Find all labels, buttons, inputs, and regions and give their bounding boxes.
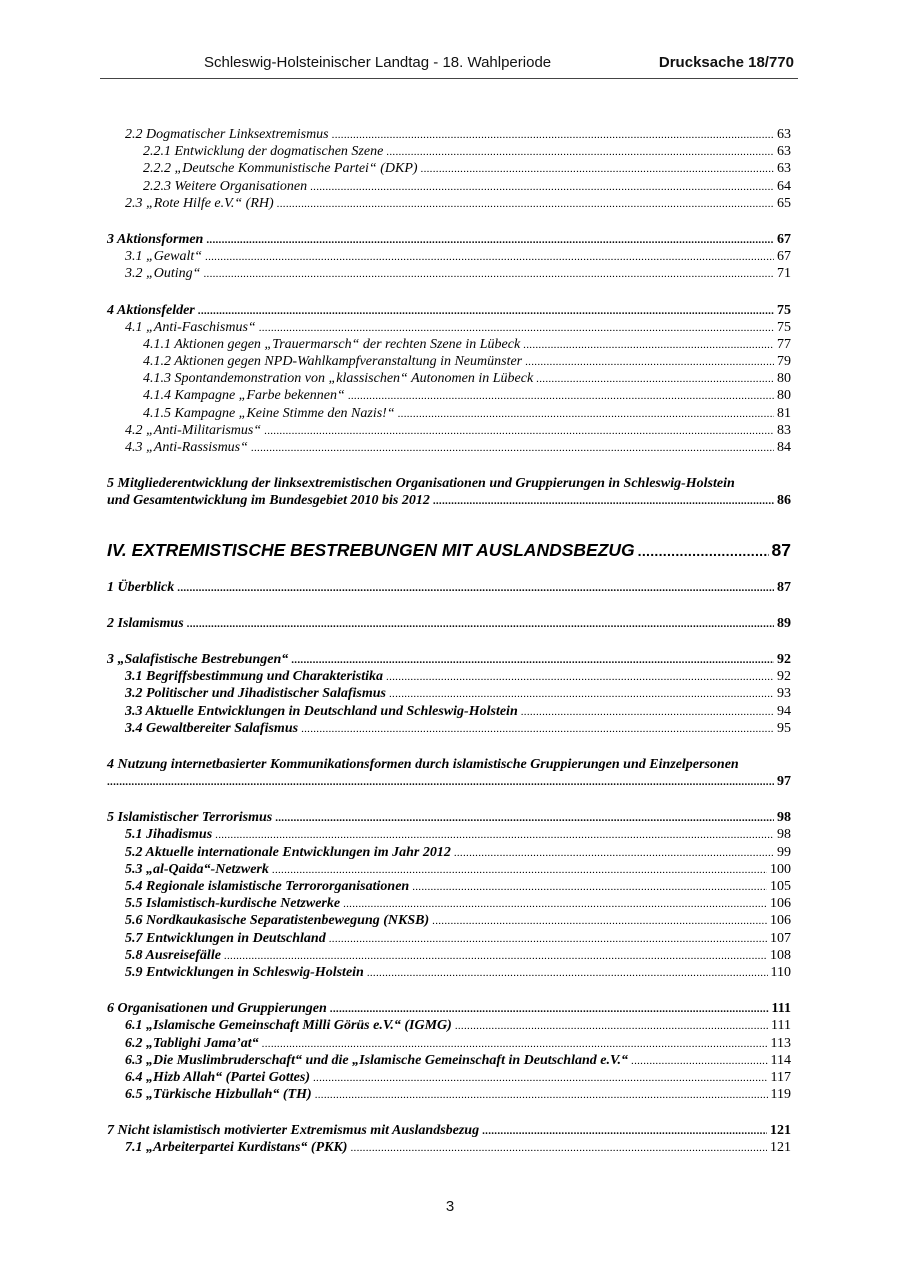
toc-entry-page: 119 bbox=[770, 1087, 791, 1103]
toc-entry[interactable] bbox=[107, 178, 791, 195]
leader-dots bbox=[259, 320, 774, 337]
page-number: 3 bbox=[445, 1198, 455, 1215]
toc-entry-title: 2.2.1 Entwicklung der dogmatischen Szene bbox=[143, 144, 384, 160]
toc-entry-page: 100 bbox=[770, 861, 791, 877]
toc-entry[interactable] bbox=[107, 126, 791, 143]
toc-entry-title: 5 Islamistischer Terrorismus bbox=[107, 810, 273, 826]
toc-entry[interactable] bbox=[107, 703, 791, 720]
toc-section[interactable] bbox=[107, 492, 791, 509]
toc-entry-page: 86 bbox=[777, 493, 791, 509]
leader-dots bbox=[523, 337, 774, 354]
toc-section[interactable] bbox=[107, 1122, 791, 1139]
toc-entry-title: 3 Aktionsformen bbox=[107, 231, 204, 247]
leader-dots bbox=[315, 1087, 768, 1104]
toc-entry-title: 3.1 Begriffsbestimmung und Charakteristika bbox=[125, 669, 384, 685]
toc-entry-title: 2.3 „Rote Hilfe e.V.“ (RH) bbox=[125, 195, 274, 211]
toc-entry-title: 5.6 Nordkaukasische Separatistenbewegung (NKSB) bbox=[125, 913, 430, 929]
toc-entry[interactable] bbox=[107, 720, 791, 737]
toc-entry-page: 93 bbox=[777, 686, 791, 702]
toc-entry-title: 6.5 „Türkische Hizbullah“ (TH) bbox=[125, 1087, 312, 1103]
leader-dots bbox=[275, 810, 774, 827]
toc-entry-page: 106 bbox=[770, 896, 791, 912]
toc-entry-page: 95 bbox=[777, 720, 791, 736]
toc-entry-page: 114 bbox=[770, 1052, 791, 1068]
toc-entry-title: 4.1.1 Aktionen gegen „Trauermarsch“ der rechten Szene in Lübeck bbox=[143, 336, 521, 352]
leader-dots bbox=[251, 440, 774, 457]
toc-entry[interactable] bbox=[107, 1086, 791, 1103]
toc-entry[interactable] bbox=[107, 947, 791, 964]
toc-entry-page: 63 bbox=[777, 127, 791, 142]
toc-entry-title: 6.3 „Die Muslimbruderschaft“ und die „Islamische Gemeinschaft in Deutschland e.V.“ bbox=[125, 1052, 629, 1068]
toc-entry-page: 87 bbox=[777, 579, 791, 595]
toc-entry[interactable] bbox=[107, 422, 791, 439]
toc-entry-title: 6.1 „Islamische Gemeinschaft Milli Görüs e.V.“ (IGMG) bbox=[125, 1018, 452, 1034]
toc-entry-title: 5.5 Islamistisch-kurdische Netzwerke bbox=[125, 896, 341, 912]
toc-entry-page: 83 bbox=[777, 422, 791, 438]
toc-entry-title: 5.9 Entwicklungen in Schleswig-Holstein bbox=[125, 964, 364, 980]
toc-entry-title: 6 Organisationen und Gruppierungen bbox=[107, 1001, 327, 1017]
leader-dots bbox=[291, 652, 774, 669]
toc-entry-page: 121 bbox=[770, 1140, 791, 1156]
leader-dots bbox=[367, 965, 768, 982]
leader-dots bbox=[107, 774, 774, 791]
toc-entry-title: 4.1.5 Kampagne „Keine Stimme den Nazis!“ bbox=[143, 405, 395, 421]
toc-section[interactable] bbox=[107, 773, 791, 790]
leader-dots bbox=[398, 406, 774, 423]
toc-entry-title: 5.3 „al-Qaida“-Netzwerk bbox=[125, 861, 269, 877]
toc-entry[interactable] bbox=[107, 265, 791, 282]
toc-entry-page: 98 bbox=[777, 810, 791, 826]
toc-entry-page: 98 bbox=[777, 827, 791, 843]
toc-entry-title: 3.2 „Outing“ bbox=[125, 266, 201, 282]
toc-entry[interactable] bbox=[107, 405, 791, 422]
leader-dots bbox=[272, 862, 767, 879]
toc-entry-page: 108 bbox=[770, 947, 791, 963]
leader-dots bbox=[525, 354, 774, 371]
toc-entry[interactable] bbox=[107, 1035, 791, 1052]
toc-entry[interactable] bbox=[107, 248, 791, 265]
leader-dots bbox=[177, 580, 774, 597]
toc-entry-page: 105 bbox=[770, 879, 791, 894]
toc-entry-title: 3.4 Gewaltbereiter Salafismus bbox=[125, 720, 299, 736]
toc-chapter-title: IV. EXTREMISTISCHE BESTREBUNGEN MIT AUSLANDSBEZUG bbox=[107, 539, 635, 560]
toc-chapter-page: 87 bbox=[771, 539, 791, 560]
toc-entry-page: 111 bbox=[771, 1018, 791, 1034]
toc-entry[interactable] bbox=[107, 861, 791, 878]
toc-section-line[interactable]: 4 Nutzung internetbasierter Kommunikationsformen durch islamistische Gruppierungen und Einzelpersonen bbox=[107, 756, 739, 772]
toc-section[interactable] bbox=[107, 651, 791, 668]
leader-dots bbox=[536, 371, 774, 388]
toc-entry[interactable] bbox=[107, 370, 791, 387]
toc-entry-page: 84 bbox=[777, 440, 791, 455]
toc-entry-title: 3 „Salafistische Bestrebungen“ bbox=[107, 651, 289, 667]
leader-dots bbox=[412, 879, 767, 896]
leader-dots bbox=[313, 1070, 768, 1087]
toc-entry[interactable] bbox=[107, 1069, 791, 1086]
toc-chapter[interactable] bbox=[107, 535, 791, 565]
leader-dots bbox=[332, 127, 774, 144]
toc-section-line[interactable]: 5 Mitgliederentwicklung der linksextremistischen Organisationen und Gruppierungen in Schleswig-Holstein bbox=[107, 476, 735, 492]
toc-entry-title: 4.1 „Anti-Faschismus“ bbox=[125, 319, 256, 335]
leader-dots bbox=[386, 669, 774, 686]
toc-entry-title: 6.4 „Hizb Allah“ (Partei Gottes) bbox=[125, 1069, 310, 1085]
toc-entry[interactable] bbox=[107, 844, 791, 861]
toc-entry-page: 63 bbox=[777, 144, 791, 160]
toc-entry-title: 7.1 „Arbeiterpartei Kurdistans“ (PKK) bbox=[125, 1140, 348, 1156]
toc-entry[interactable] bbox=[107, 195, 791, 212]
toc-entry[interactable] bbox=[107, 160, 791, 177]
toc-entry-title: 5.8 Ausreisefälle bbox=[125, 947, 221, 963]
leader-dots bbox=[386, 144, 774, 161]
toc-entry-page: 111 bbox=[771, 1001, 791, 1017]
leader-dots bbox=[433, 493, 774, 510]
toc-entry[interactable] bbox=[107, 439, 791, 456]
leader-dots bbox=[205, 249, 774, 266]
toc-entry-title: 3.3 Aktuelle Entwicklungen in Deutschland und Schleswig-Holstein bbox=[125, 703, 518, 719]
toc-entry-page: 107 bbox=[770, 930, 791, 946]
toc-entry-page: 81 bbox=[777, 405, 791, 421]
toc-entry-title: 4.1.2 Aktionen gegen NPD-Wahlkampfveranstaltung in Neumünster bbox=[143, 354, 523, 370]
toc-entry-page: 106 bbox=[770, 913, 791, 929]
toc-entry-page: 92 bbox=[777, 651, 791, 667]
toc-entry[interactable] bbox=[107, 1017, 791, 1034]
leader-dots bbox=[206, 232, 774, 249]
toc-entry-page: 92 bbox=[777, 669, 791, 685]
leader-dots bbox=[389, 686, 774, 703]
leader-dots bbox=[262, 1036, 768, 1053]
toc-entry[interactable] bbox=[107, 336, 791, 353]
toc-entry[interactable] bbox=[107, 387, 791, 404]
toc-section[interactable] bbox=[107, 615, 791, 632]
document-number: Drucksache 18/770 bbox=[658, 54, 794, 71]
toc-entry[interactable] bbox=[107, 1052, 791, 1069]
leader-dots bbox=[432, 913, 767, 930]
toc-entry-title: 4.3 „Anti-Rassismus“ bbox=[125, 440, 248, 455]
toc-entry[interactable] bbox=[107, 353, 791, 370]
leader-dots bbox=[482, 1123, 767, 1140]
toc-entry[interactable] bbox=[107, 878, 791, 895]
toc-entry-page: 67 bbox=[777, 231, 791, 247]
leader-dots bbox=[187, 616, 774, 633]
leader-dots bbox=[631, 1053, 768, 1070]
toc-entry[interactable] bbox=[107, 143, 791, 160]
toc-entry-title: 5.7 Entwicklungen in Deutschland bbox=[125, 930, 326, 946]
leader-dots bbox=[421, 161, 774, 178]
page-header bbox=[100, 50, 798, 79]
toc-entry-page: 121 bbox=[770, 1123, 791, 1139]
toc-entry-title: 5.4 Regionale islamistische Terrororganisationen bbox=[125, 879, 410, 894]
toc-entry-page: 64 bbox=[777, 178, 791, 194]
toc-entry-title: 6.2 „Tablighi Jama’at“ bbox=[125, 1035, 259, 1051]
leader-dots bbox=[521, 704, 774, 721]
toc-section[interactable] bbox=[107, 231, 791, 248]
toc-entry[interactable] bbox=[107, 826, 791, 843]
toc-entry-page: 63 bbox=[777, 161, 791, 177]
toc-entry-title: 2.2 Dogmatischer Linksextremismus bbox=[125, 127, 329, 142]
toc-entry-page: 71 bbox=[777, 266, 791, 282]
toc-entry-page: 75 bbox=[777, 319, 791, 335]
toc-entry-title: 4.1.3 Spontandemonstration von „klassischen“ Autonomen in Lübeck bbox=[143, 371, 534, 387]
toc-entry-title: 5.2 Aktuelle internationale Entwicklungen im Jahr 2012 bbox=[125, 844, 451, 860]
toc-entry-page: 110 bbox=[770, 964, 791, 980]
toc-section[interactable] bbox=[107, 809, 791, 826]
leader-dots bbox=[203, 266, 774, 283]
toc-entry-title: 2.2.3 Weitere Organisationen bbox=[143, 178, 308, 194]
leader-dots bbox=[454, 845, 774, 862]
toc-entry-title: 1 Überblick bbox=[107, 579, 175, 595]
toc-section[interactable] bbox=[107, 1000, 791, 1017]
toc-entry-title: 4.2 „Anti-Militarismus“ bbox=[125, 422, 262, 438]
toc-section[interactable] bbox=[107, 579, 791, 596]
toc-section[interactable] bbox=[107, 302, 791, 319]
toc-entry[interactable] bbox=[107, 685, 791, 702]
toc-entry-page: 99 bbox=[777, 844, 791, 860]
leader-dots bbox=[215, 827, 774, 844]
toc-entry-title: und Gesamtentwicklung im Bundesgebiet 2010 bis 2012 bbox=[107, 493, 430, 509]
toc-entry-page: 67 bbox=[777, 249, 791, 265]
leader-dots bbox=[264, 423, 774, 440]
leader-dots bbox=[301, 721, 774, 738]
leader-dots bbox=[638, 536, 769, 566]
toc-entry-title: 7 Nicht islamistisch motivierter Extremismus mit Auslandsbezug bbox=[107, 1123, 480, 1139]
toc-entry-page: 89 bbox=[777, 615, 791, 631]
toc-entry[interactable] bbox=[107, 1139, 791, 1156]
toc-entry-page: 97 bbox=[777, 774, 791, 790]
toc-entry-page: 75 bbox=[777, 302, 791, 318]
toc-entry-title: 4 Aktionsfelder bbox=[107, 302, 195, 318]
toc-entry[interactable] bbox=[107, 964, 791, 981]
toc-entry-page: 80 bbox=[777, 388, 791, 404]
leader-dots bbox=[343, 896, 767, 913]
leader-dots bbox=[330, 1001, 769, 1018]
leader-dots bbox=[455, 1018, 768, 1035]
toc-entry-title: 2 Islamismus bbox=[107, 615, 184, 631]
toc-entry-page: 113 bbox=[770, 1035, 791, 1051]
header-title: Schleswig-Holsteinischer Landtag - 18. Wahlperiode bbox=[204, 54, 552, 71]
toc-entry-title: 3.1 „Gewalt“ bbox=[125, 249, 203, 265]
toc-entry[interactable] bbox=[107, 895, 791, 912]
leader-dots bbox=[224, 948, 767, 965]
toc-entry-title: 5.1 Jihadismus bbox=[125, 827, 213, 843]
leader-dots bbox=[348, 388, 774, 405]
toc-entry-page: 65 bbox=[777, 195, 791, 211]
toc-entry-page: 79 bbox=[777, 354, 791, 370]
toc-entry-title: 2.2.2 „Deutsche Kommunistische Partei“ (DKP) bbox=[143, 161, 418, 177]
leader-dots bbox=[350, 1140, 767, 1157]
leader-dots bbox=[310, 179, 774, 196]
toc-entry[interactable] bbox=[107, 319, 791, 336]
leader-dots bbox=[329, 931, 767, 948]
table-of-contents bbox=[107, 126, 791, 1157]
toc-entry-page: 80 bbox=[777, 371, 791, 387]
toc-entry[interactable] bbox=[107, 668, 791, 685]
toc-entry[interactable] bbox=[107, 930, 791, 947]
toc-entry-page: 94 bbox=[777, 703, 791, 719]
toc-entry-page: 117 bbox=[770, 1069, 791, 1085]
toc-entry[interactable] bbox=[107, 912, 791, 929]
leader-dots bbox=[277, 196, 774, 213]
toc-entry-title: 4.1.4 Kampagne „Farbe bekennen“ bbox=[143, 388, 345, 404]
toc-entry-page: 77 bbox=[777, 336, 791, 352]
toc-entry-title: 3.2 Politischer und Jihadistischer Salafismus bbox=[125, 686, 386, 702]
leader-dots bbox=[198, 303, 774, 320]
